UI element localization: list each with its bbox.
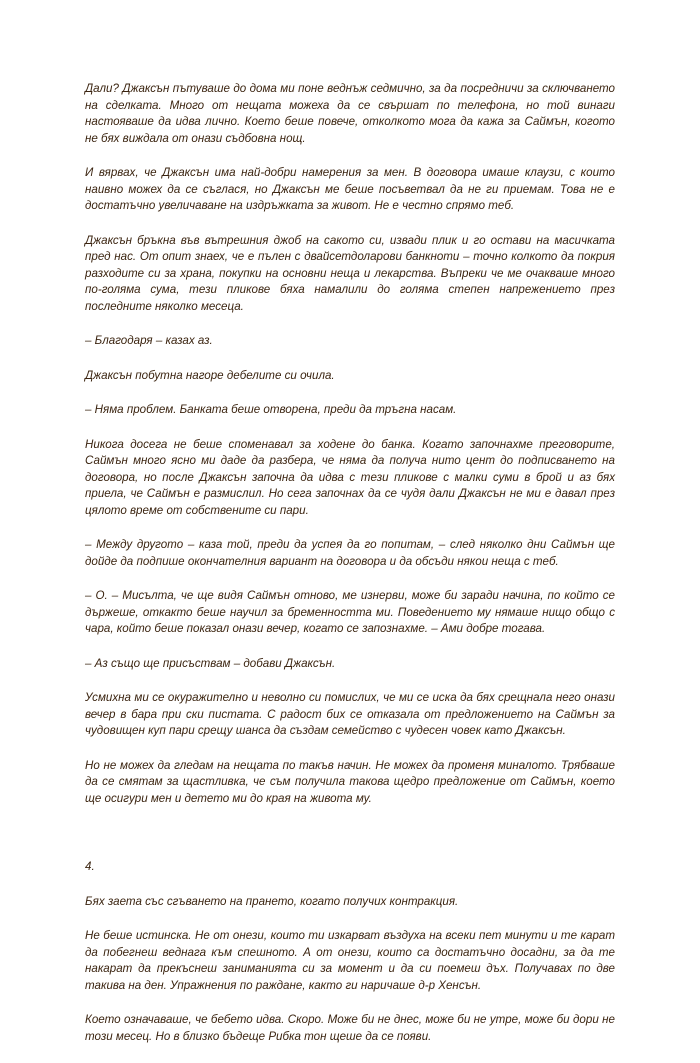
paragraph: – Между другото – каза той, преди да успея да го попитам, – след няколко дни Саймън ще дойде да подпише окончателния вариант на договора и да обсъди някои неща с теб. bbox=[85, 538, 615, 568]
chapter-number: 4. bbox=[85, 860, 95, 873]
paragraph: Джаксън побутна нагоре дебелите си очила. bbox=[85, 368, 335, 382]
paragraph: И вярвах, че Джаксън има най-добри намерения за мен. В договора имаше клаузи, с които наивно можех да се съглася, но Джаксън ме беше посъветвал да не ги приемам. Това не е достатъчно увеличаване на издръжката за живот. Не е честно спрямо теб. bbox=[85, 166, 615, 212]
paragraph: Бях заета със сгъването на прането, когато получих контракция. bbox=[85, 894, 459, 908]
page-body bbox=[85, 81, 615, 1063]
paragraph: – О. – Мисълта, че ще видя Саймън отново, ме изнерви, може би заради начина, по който се държеше, откакто беше научил за бременността ми. Поведението му нямаше нищо общо с чара, който беше показал онази вечер, когато се запознахме. – Ами добре тогава. bbox=[85, 589, 615, 635]
paragraph: Джаксън бръкна във вътрешния джоб на сакото си, извади плик и го остави на масичката пред нас. От опит знаех, че е пълен с двайсетдоларови банкноти – точно колкото да покрия разходите си за храна, покупки на основни неща и лекарства. Въпреки че ме очакваше много по-голяма сума, тези пликове бяха намалили до голяма степен напрежението през последните няколко месеца. bbox=[85, 233, 615, 313]
paragraph: Което означаваше, че бебето идва. Скоро. Може би не днес, може би не утре, може би дори не този месец. Но в близко бъдеще Рибка тон щеше да се появи. bbox=[85, 1013, 615, 1043]
paragraph: Не беше истинска. Не от онези, които ти изкарват въздуха на всеки пет минути и те карат да побегнеш веднага към спешното. А от онези, които са достатъчно досадни, за да те накарат да прекъснеш заниманията си за момент и да си поемеш дъх. Получавах по две такива на ден. Упражнения по раждане, както ги наричаше д-р Хенсън. bbox=[85, 929, 615, 992]
paragraph: Никога досега не беше споменавал за ходене до банка. Когато започнахме преговорите, Саймън много ясно ми даде да разбера, че няма да получа нито цент до подписването на договора, но после Джаксън започна да идва с тези пликове с малки суми в брой и аз бях приела, че Саймън е размислил. Но сега започнах да се чудя дали Джаксън не ми е давал през цялото време от собствените си пари. bbox=[85, 437, 615, 517]
paragraph: – Аз също ще присъствам – добави Джаксън. bbox=[85, 656, 336, 670]
paragraph: – Благодаря – казах аз. bbox=[85, 334, 213, 347]
paragraph: Усмихна ми се окуражително и неволно си помислих, че ми се иска да бях срещнала него онази вечер в бара при ски пистата. С радост бих се отказала от предложението на Саймън за чудовищен куп пари срещу шанса да създам семейство с чудесен човек като Джаксън. bbox=[85, 691, 615, 737]
paragraph: Дали? Джаксън пътуваше до дома ми поне веднъж седмично, за да посредничи за сключването на сделката. Много от нещата можеха да се свършат по телефона, но той винаги настояваше да идва лично. Което беше повече, отколкото мога да кажа за Саймън, когото не бях виждала от онази съдбовна нощ. bbox=[85, 82, 615, 145]
paragraph: – Няма проблем. Банката беше отворена, преди да тръгна насам. bbox=[85, 403, 457, 416]
paragraph: Но не можех да гледам на нещата по такъв начин. Не можех да променя миналото. Трябваше да се смятам за щастливка, че съм получила такова щедро предложение от Саймън, което ще осигури мен и детето ми до края на живота му. bbox=[85, 758, 615, 805]
